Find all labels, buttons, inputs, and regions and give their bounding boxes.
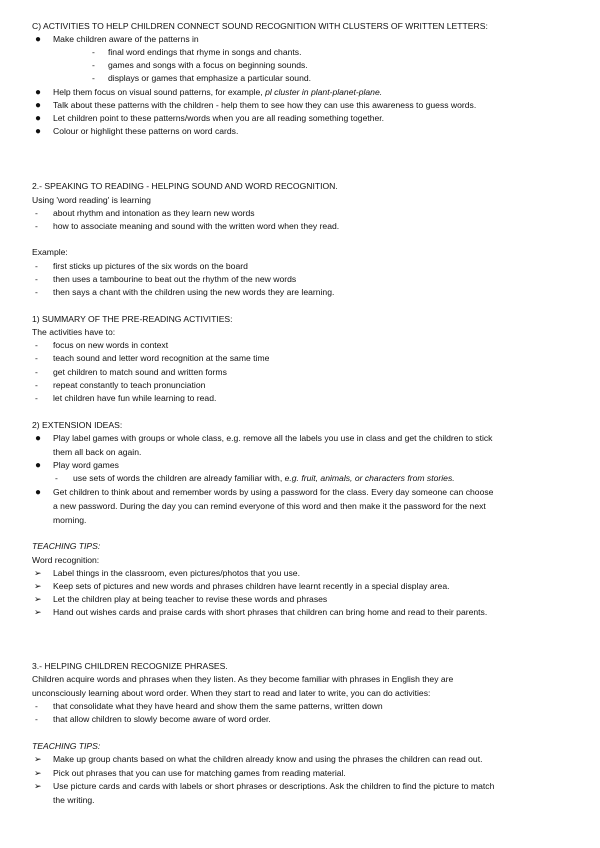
list-item: about rhythm and intonation as they learn new words xyxy=(53,208,255,218)
section-c-heading: C) ACTIVITIES TO HELP CHILDREN CONNECT SOUND RECOGNITION WITH CLUSTERS OF WRITTEN LETTERS: xyxy=(32,21,488,31)
tips-heading: TEACHING TIPS: xyxy=(32,741,101,751)
section-3-heading: 3.- HELPING CHILDREN RECOGNIZE PHRASES. xyxy=(32,661,228,671)
arrow-bullet-icon: ➢ xyxy=(34,754,42,764)
dash-icon: - xyxy=(35,353,38,363)
bullet-icon: ● xyxy=(35,126,42,137)
example-label: Example: xyxy=(32,247,68,257)
list-item: Use picture cards and cards with labels or short phrases or descriptions. Ask the children to find the picture to match xyxy=(53,781,495,791)
arrow-bullet-icon: ➢ xyxy=(34,594,42,604)
summary-heading: 1) SUMMARY OF THE PRE-READING ACTIVITIES: xyxy=(32,314,233,324)
dash-icon: - xyxy=(35,701,38,711)
list-item: Make children aware of the patterns in xyxy=(53,34,199,44)
list-item: that allow children to slowly become aware of word order. xyxy=(53,714,271,724)
tips-heading: TEACHING TIPS: xyxy=(32,541,101,551)
list-item-continuation: a new password. During the day you can remind everyone of this word and then make it the password for the next xyxy=(53,501,486,511)
paragraph: The activities have to: xyxy=(32,327,116,337)
paragraph: Children acquire words and phrases when they listen. As they become familiar with phrases in English they are xyxy=(32,674,454,684)
bullet-icon: ● xyxy=(35,460,42,471)
arrow-bullet-icon: ➢ xyxy=(34,568,42,578)
list-item: get children to match sound and written forms xyxy=(53,367,227,377)
arrow-bullet-icon: ➢ xyxy=(34,781,42,791)
list-item: teach sound and letter word recognition at the same time xyxy=(53,353,270,363)
bullet-icon: ● xyxy=(35,100,42,111)
list-item: Let the children play at being teacher to revise these words and phrases xyxy=(53,594,328,604)
dash-icon: - xyxy=(92,60,95,70)
dash-icon: - xyxy=(35,714,38,724)
list-item: then says a chant with the children using the new words they are learning. xyxy=(53,287,335,297)
list-item: Hand out wishes cards and praise cards with short phrases that children can bring home and read to their parents. xyxy=(53,607,488,617)
dash-icon: - xyxy=(35,380,38,390)
list-item: use sets of words the children are already familiar with, e.g. fruit, animals, or characters from stories. xyxy=(73,473,455,483)
dash-icon: - xyxy=(35,287,38,297)
paragraph: Using 'word reading' is learning xyxy=(32,195,151,205)
list-item: final word endings that rhyme in songs and chants. xyxy=(108,47,302,57)
list-item: Play label games with groups or whole class, e.g. remove all the labels you use in class and get the children to stick xyxy=(53,433,493,443)
list-item: Label things in the classroom, even pictures/photos that you use. xyxy=(53,568,300,578)
dash-icon: - xyxy=(35,393,38,403)
arrow-bullet-icon: ➢ xyxy=(34,607,42,617)
bullet-icon: ● xyxy=(35,487,42,498)
list-item: Play word games xyxy=(53,460,119,470)
list-item: focus on new words in context xyxy=(53,340,169,350)
list-item: games and songs with a focus on beginning sounds. xyxy=(108,60,308,70)
list-item: that consolidate what they have heard and show them the same patterns, written down xyxy=(53,701,383,711)
list-item: repeat constantly to teach pronunciation xyxy=(53,380,206,390)
list-item: Pick out phrases that you can use for matching games from reading material. xyxy=(53,768,346,778)
list-item-continuation: the writing. xyxy=(53,795,95,805)
list-item: then uses a tambourine to beat out the rhythm of the new words xyxy=(53,274,297,284)
bullet-icon: ● xyxy=(35,433,42,444)
list-item-continuation: morning. xyxy=(53,515,87,525)
dash-icon: - xyxy=(35,367,38,377)
list-item: Keep sets of pictures and new words and phrases children have learnt recently in a special display area. xyxy=(53,581,450,591)
list-item: Let children point to these patterns/words when you are all reading something together. xyxy=(53,113,385,123)
dash-icon: - xyxy=(92,47,95,57)
list-item: Make up group chants based on what the children already know and using the phrases the children can read out. xyxy=(53,754,483,764)
list-item-continuation: them all back on again. xyxy=(53,447,142,457)
dash-icon: - xyxy=(35,261,38,271)
extension-heading: 2) EXTENSION IDEAS: xyxy=(32,420,123,430)
list-item: Help them focus on visual sound patterns, for example, pl cluster in plant-planet-plane. xyxy=(53,87,383,97)
dash-icon: - xyxy=(55,473,58,483)
bullet-icon: ● xyxy=(35,113,42,124)
list-item: Talk about these patterns with the children - help them to see how they can use this awareness to guess words. xyxy=(53,100,477,110)
list-item: let children have fun while learning to read. xyxy=(53,393,217,403)
dash-icon: - xyxy=(35,208,38,218)
tips-subheading: Word recognition: xyxy=(32,555,100,565)
dash-icon: - xyxy=(35,221,38,231)
dash-icon: - xyxy=(35,274,38,284)
arrow-bullet-icon: ➢ xyxy=(34,581,42,591)
list-item: Get children to think about and remember words by using a password for the class. Every day someone can choose xyxy=(53,487,494,497)
paragraph: unconsciously learning about word order. When they start to read and later to write, you can do activities: xyxy=(32,688,431,698)
list-item: Colour or highlight these patterns on word cards. xyxy=(53,126,239,136)
bullet-icon: ● xyxy=(35,87,42,98)
dash-icon: - xyxy=(92,73,95,83)
list-item: displays or games that emphasize a particular sound. xyxy=(108,73,312,83)
section-2-heading: 2.- SPEAKING TO READING - HELPING SOUND AND WORD RECOGNITION. xyxy=(32,181,338,191)
list-item: how to associate meaning and sound with the written word when they read. xyxy=(53,221,340,231)
dash-icon: - xyxy=(35,340,38,350)
bullet-icon: ● xyxy=(35,34,42,45)
list-item: first sticks up pictures of the six words on the board xyxy=(53,261,248,271)
arrow-bullet-icon: ➢ xyxy=(34,768,42,778)
